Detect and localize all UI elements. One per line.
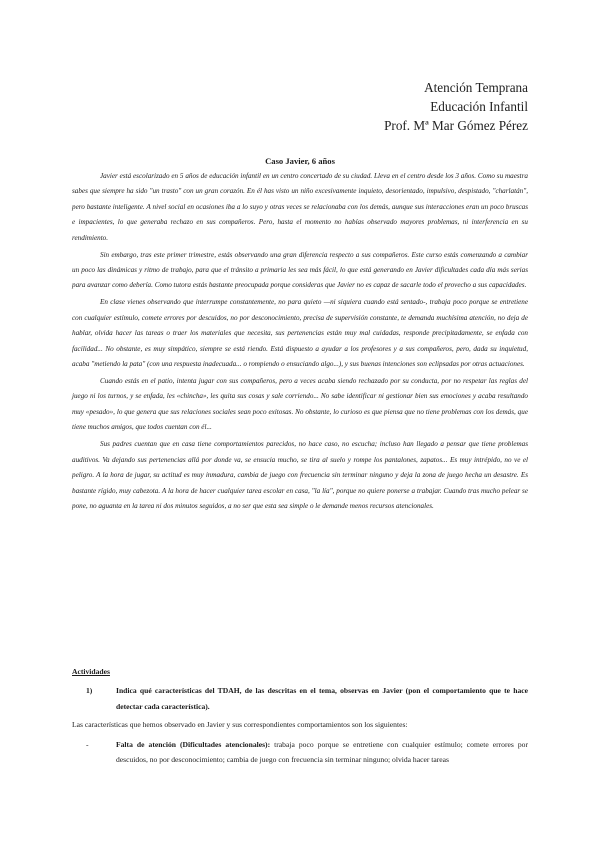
bullet-lead: Falta de atención (Dificultades atencionales):: [116, 739, 271, 749]
answer-intro: Las características que hemos observado en Javier y sus correspondientes comportamientos son los siguientes:: [72, 720, 408, 729]
case-description: [72, 169, 528, 516]
question-text: Indica qué características del TDAH, de las descritas en el tema, observas en Javier (pon el comportamiento que te hace detectar cada característica).: [116, 686, 528, 711]
question-item: [72, 683, 528, 714]
case-title: Caso Javier, 6 años: [265, 156, 335, 166]
question-number: 1): [86, 686, 93, 695]
paragraph: En clase vienes observando que interrumpe constantemente, no para quieto —ni siquiera cuando está sentado-, trabaja poco porque se entretiene con cualquier estímulo, comete errores por descuidos, no por desconocimiento, precisa de supervisión constante, te demanda muchísima atención, no deja de hablar, olvida hacer las tareas o traer los materiales que necesita, sus pertenencias están muy mal cuidadas, responde precipitadamente, se enfada con facilidad... No obstante, es muy simpático, siempre se está riendo. Está dispuesto a ayudar a los profesores y a sus compañeros, pero, dada su inquietud, acaba "metiendo la pata" (con una respuesta inadecuada... o rompiendo o ensuciando algo...), y sus buenas intenciones son eclipsadas por otras actuaciones.: [72, 298, 528, 369]
paragraph: Sus padres cuentan que en casa tiene comportamientos parecidos, no hace caso, no escucha; incluso han llegado a pensar que tiene problemas auditivos. Va dejando sus pertenencias allá por donde va, se ensucia mucho, se tira al suelo y rompe los pantalones, zapatos... Es muy intrépido, no ve el peligro. A la hora de jugar, su actitud es muy inmadura, cambia de juego con frecuencia sin terminar ninguno y deja la zona de juego hecha un desastre. Es bastante rígido, muy cabezota. A la hora de hacer cualquier tarea escolar en casa, "la lía", porque no quiere ponerse a trabajar. Cuando tras mucho pelear se pone, no aguanta en la tarea ni dos minutos seguidos, a no ser que esta sea simple o le demande menos recursos atencionales.: [72, 440, 528, 510]
activities-heading: Actividades: [72, 667, 110, 676]
header-professor: Prof. Mª Mar Gómez Pérez: [384, 118, 528, 133]
paragraph: Cuando estás en el patio, intenta jugar con sus compañeros, pero a veces acaba siendo rechazado por su conducta, por no respetar las reglas del juego ni los turnos, y se enfada, les «chincha», les quita sus cosas y sale corriendo... No sabe identificar ni gestionar bien sus emociones y acaba resultando muy «pesado», lo que genera que sus relaciones sociales sean poco exitosas. No obstante, lo curioso es que piensa que no tiene problemas con los demás, que tiene muchos amigos, que todos cuentan con él...: [72, 377, 528, 432]
answer-bullet: [72, 737, 528, 769]
header-course: Educación Infantil: [430, 99, 528, 114]
bullet-dash: -: [86, 739, 89, 749]
paragraph: Javier está escolarizado en 5 años de educación infantil en un centro concertado de su ciudad. Lleva en el centro desde los 3 años. Como su maestra sabes que siempre ha sido "un trasto" con un gran corazón. En él has visto un niño excesivamente inquieto, desorientado, impulsivo, despistado, "charlatán", pero bastante inteligente. A nivel social en ocasiones iba a lo suyo y otras veces se relacionaba con los demás, aunque sus interacciones eran un poco bruscas e impacientes, lo que generaba rechazo en sus compañeros. Pero, hasta el momento no habías observado mayores problemas, ni interferencia en su rendimiento.: [72, 172, 528, 242]
bullet-content: [116, 737, 528, 769]
bullet-text: trabaja poco porque se entretiene con cualquier estímulo; comete errores por descuidos, no por desconocimiento; cambia de juego con frecuencia sin terminar ninguno; olvida hacer tareas: [116, 739, 528, 765]
document-header: [384, 78, 528, 135]
activities-section: [72, 664, 528, 768]
paragraph: Sin embargo, tras este primer trimestre, estás observando una gran diferencia respecto a sus compañeros. Este curso estás comenzando a cambiar un poco las dinámicas y ritmo de trabajo, para que el tránsito a primaria les sea más fácil, lo que está generando en Javier dificultades cada día más serias para avanzar como debería. Como tutora estás bastante preocupada porque consideras que Javier no es capaz de sacarle todo el provecho a sus capacidades.: [72, 250, 528, 290]
header-subject: Atención Temprana: [424, 80, 528, 95]
